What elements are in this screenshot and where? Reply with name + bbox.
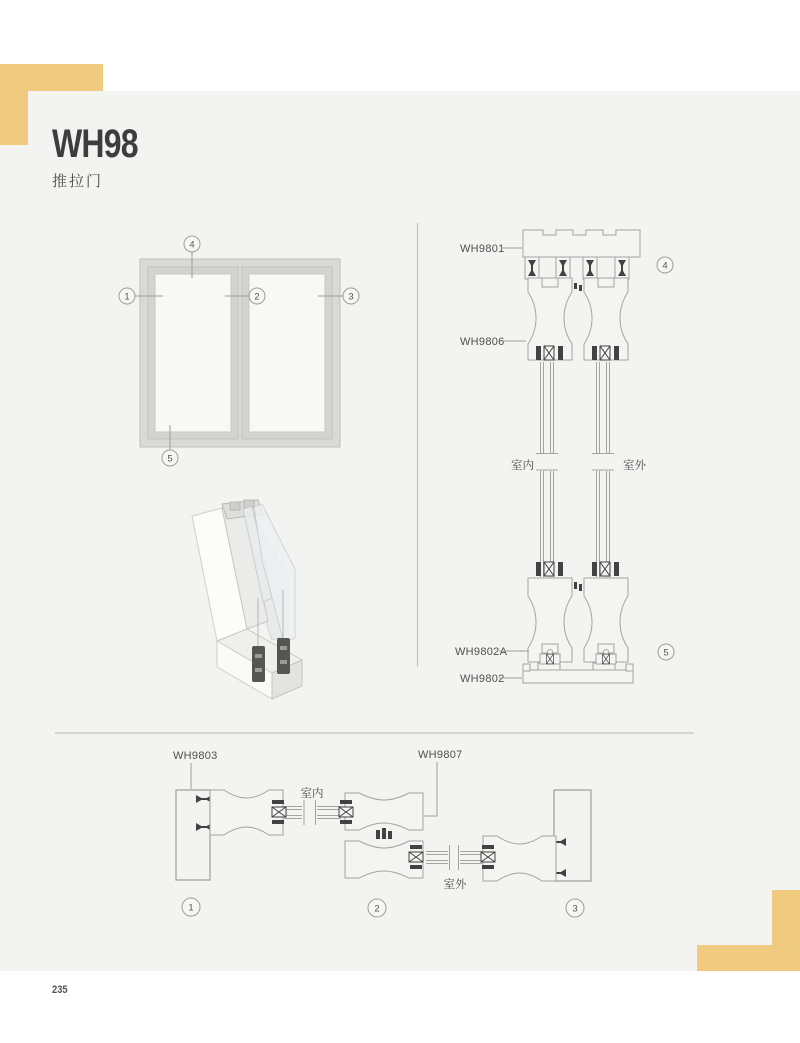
glass-pane-left — [155, 274, 231, 432]
outdoor-label-horizontal: 室外 — [443, 879, 467, 891]
glass-row-indoor — [284, 800, 341, 825]
callout-section-bottom-number: 5 — [663, 647, 669, 659]
callout-interlock-number: 2 — [254, 291, 260, 303]
glass-pane-lines — [536, 362, 614, 577]
page-title: WH98 — [52, 122, 138, 166]
label-wh9802a: WH9802A — [455, 646, 508, 658]
page-subtitle: 推拉门 — [52, 173, 104, 190]
label-wh9807: WH9807 — [418, 749, 463, 761]
callout-section-top-number: 4 — [662, 260, 668, 272]
roller-adapters — [540, 650, 616, 665]
right-jamb — [554, 790, 591, 881]
callout-h-left-number: 1 — [188, 902, 194, 914]
callout-top-number: 4 — [189, 239, 195, 251]
callout-left-number: 1 — [124, 291, 130, 303]
label-wh9803: WH9803 — [173, 750, 218, 762]
label-wh9802: WH9802 — [460, 673, 505, 685]
label-wh9806: WH9806 — [460, 336, 505, 348]
render-roller-1 — [252, 646, 265, 682]
page-number: 235 — [52, 984, 68, 996]
top-track-rails — [525, 257, 629, 279]
profile-3d-render — [192, 500, 302, 699]
indoor-label-vertical: 室内 — [511, 460, 534, 472]
bottom-track-profile — [523, 670, 633, 683]
window-elevation-diagram — [119, 236, 359, 466]
callout-h-right-number: 3 — [572, 903, 578, 915]
callout-right-number: 3 — [348, 291, 354, 303]
interlock-upper-profile — [345, 793, 423, 830]
outdoor-label-vertical: 室外 — [623, 460, 646, 472]
render-roller-2 — [277, 638, 290, 674]
indoor-label-horizontal: 室内 — [300, 788, 324, 800]
left-jamb — [176, 790, 210, 880]
vertical-section-diagram — [455, 230, 674, 685]
callout-h-middle-number: 2 — [374, 903, 380, 915]
callout-bottom-number: 5 — [167, 453, 173, 465]
glass-row-outdoor — [426, 845, 482, 870]
interlock-hooks — [376, 828, 392, 839]
top-track-profile — [523, 230, 640, 257]
horizontal-section-diagram — [173, 749, 591, 917]
label-wh9801: WH9801 — [460, 243, 505, 255]
